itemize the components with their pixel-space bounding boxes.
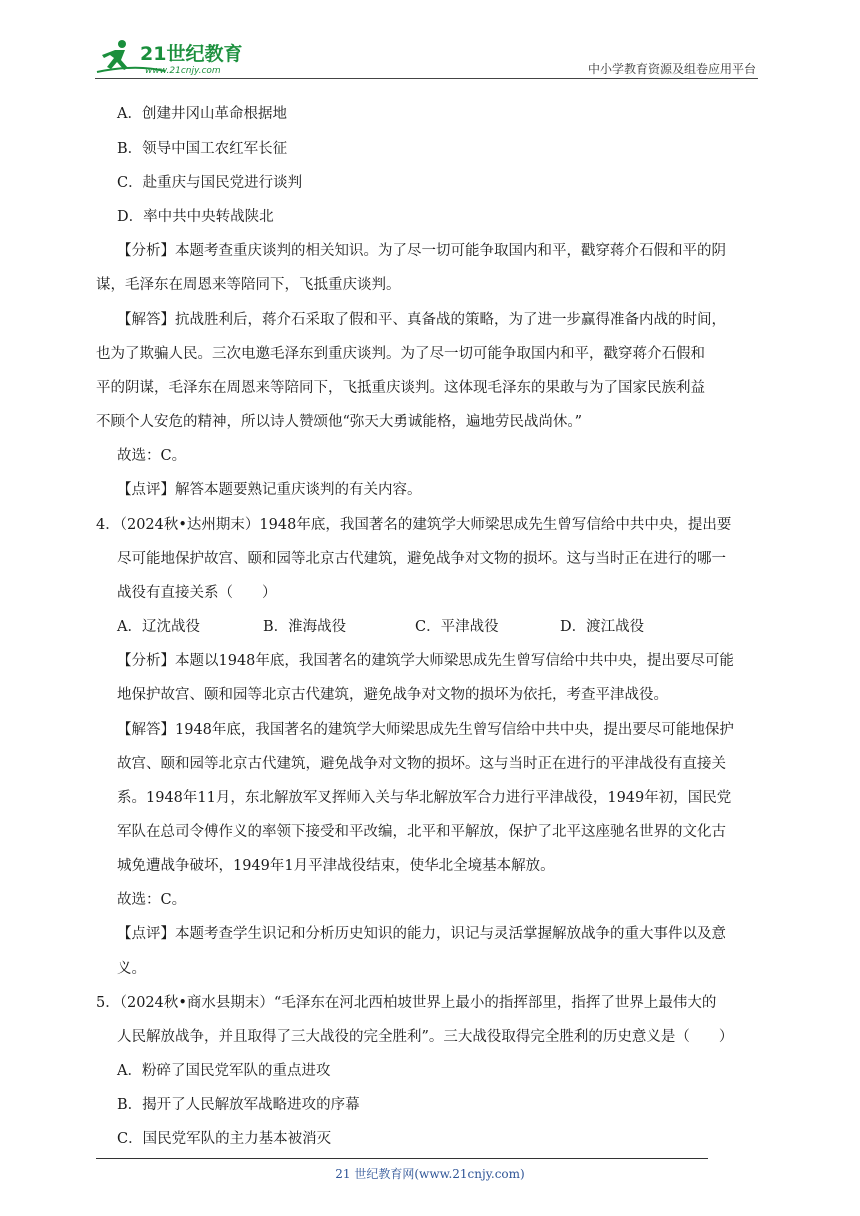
q4-option-a: A．辽沈战役 [117,619,200,635]
q4-analysis-line: 【分析】本题以1948年底，我国著名的建筑学大师梁思成先生曾写信给中共中央，提出要尽可能 [117,653,734,669]
platform-brand: 中小学教育资源及组卷应用平台 [587,62,756,76]
q4-answer-line: 城免遭战争破坏，1949年1月平津战役结束，使华北全境基本解放。 [117,858,555,874]
q3-answer-line: 平的阴谋，毛泽东在周恩来等陪同下，飞抵重庆谈判。这体现毛泽东的果敢与为了国家民族利益 [96,380,705,396]
q3-answer-line: 【解答】抗战胜利后，蒋介石采取了假和平、真备战的策略，为了进一步赢得准备内战的时间， [117,312,726,328]
q4-option-b: B．淮海战役 [263,619,347,635]
q4-answer-line: 系。1948年11月，东北解放军叉挥师入关与华北解放军合力进行平津战役，1949年初，国民党 [117,790,732,806]
logo-text: 21世纪教育 [140,43,243,65]
q4-stem-line: 战役有直接关系（ ） [117,585,277,601]
q4-stem-line: 尽可能地保护故宫、颐和园等北京古代建筑，避免战争对文物的损坏。这与当时正在进行的哪一 [117,551,726,567]
q4-option-d: D．渡江战役 [560,619,645,635]
page-footer: 21 世纪教育网(www.21cnjy.com) [335,1167,525,1181]
q3-analysis-line: 谋，毛泽东在周恩来等陪同下，飞抵重庆谈判。 [96,277,401,293]
q4-answer-line: 军队在总司令傅作义的率领下接受和平改编，北平和平解放，保护了北平这座驰名世界的文化古 [117,824,726,840]
page-header [95,38,758,78]
logo-21cnjy [95,38,265,78]
q5-option-b: B．揭开了人民解放军战略进攻的序幕 [117,1097,360,1113]
q5-stem-line: 5．（2024秋•商水县期末）“毛泽东在河北西柏坡世界上最小的指挥部里，指挥了世界上最伟大的 [96,995,717,1011]
q4-comment-line: 【点评】本题考查学生识记和分析历史知识的能力，识记与灵活掌握解放战争的重大事件以及意 [117,926,726,942]
q5-stem-line: 人民解放战争，并且取得了三大战役的完全胜利”。三大战役取得完全胜利的历史意义是（ ） [117,1029,734,1045]
q3-choice: 故选：C。 [117,448,187,464]
q3-option-a: A．创建井冈山革命根据地 [117,106,287,122]
q3-option-d: D．率中共中央转战陕北 [117,209,274,225]
q3-answer-line: 不顾个人安危的精神，所以诗人赞颂他“弥天大勇诚能格，遍地劳民战尚休。” [96,414,583,430]
q4-stem-line: 4．（2024秋•达州期末）1948年底，我国著名的建筑学大师梁思成先生曾写信给中共中央，提出要 [96,517,732,533]
q5-option-a: A．粉碎了国民党军队的重点进攻 [117,1063,331,1079]
q5-option-c: C．国民党军队的主力基本被消灭 [117,1131,332,1147]
q4-answer-line: 故宫、颐和园等北京古代建筑，避免战争对文物的损坏。这与当时正在进行的平津战役有直接关 [117,756,726,772]
q4-options [117,617,644,637]
q4-answer-line: 【解答】1948年底，我国著名的建筑学大师梁思成先生曾写信给中共中央，提出要尽可能地保护 [117,722,734,738]
logo-url: www.21cnjy.com [145,66,221,76]
footer-rule [96,1158,708,1159]
q3-option-b: B．领导中国工农红军长征 [117,141,288,157]
q3-comment: 【点评】解答本题要熟记重庆谈判的有关内容。 [117,482,422,498]
q3-analysis-line: 【分析】本题考查重庆谈判的相关知识。为了尽一切可能争取国内和平，戳穿蒋介石假和平的阴 [117,243,726,259]
q4-comment-line: 义。 [117,961,146,977]
q3-option-c: C．赴重庆与国民党进行谈判 [117,175,303,191]
q4-analysis-line: 地保护故宫、颐和园等北京古代建筑，避免战争对文物的损坏为依托，考查平津战役。 [117,687,668,703]
q4-choice: 故选：C。 [117,892,187,908]
header-rule [95,78,758,79]
q3-answer-line: 也为了欺骗人民。三次电邀毛泽东到重庆谈判。为了尽一切可能争取国内和平，戳穿蒋介石假和 [96,346,705,362]
q4-option-c: C．平津战役 [415,619,499,635]
